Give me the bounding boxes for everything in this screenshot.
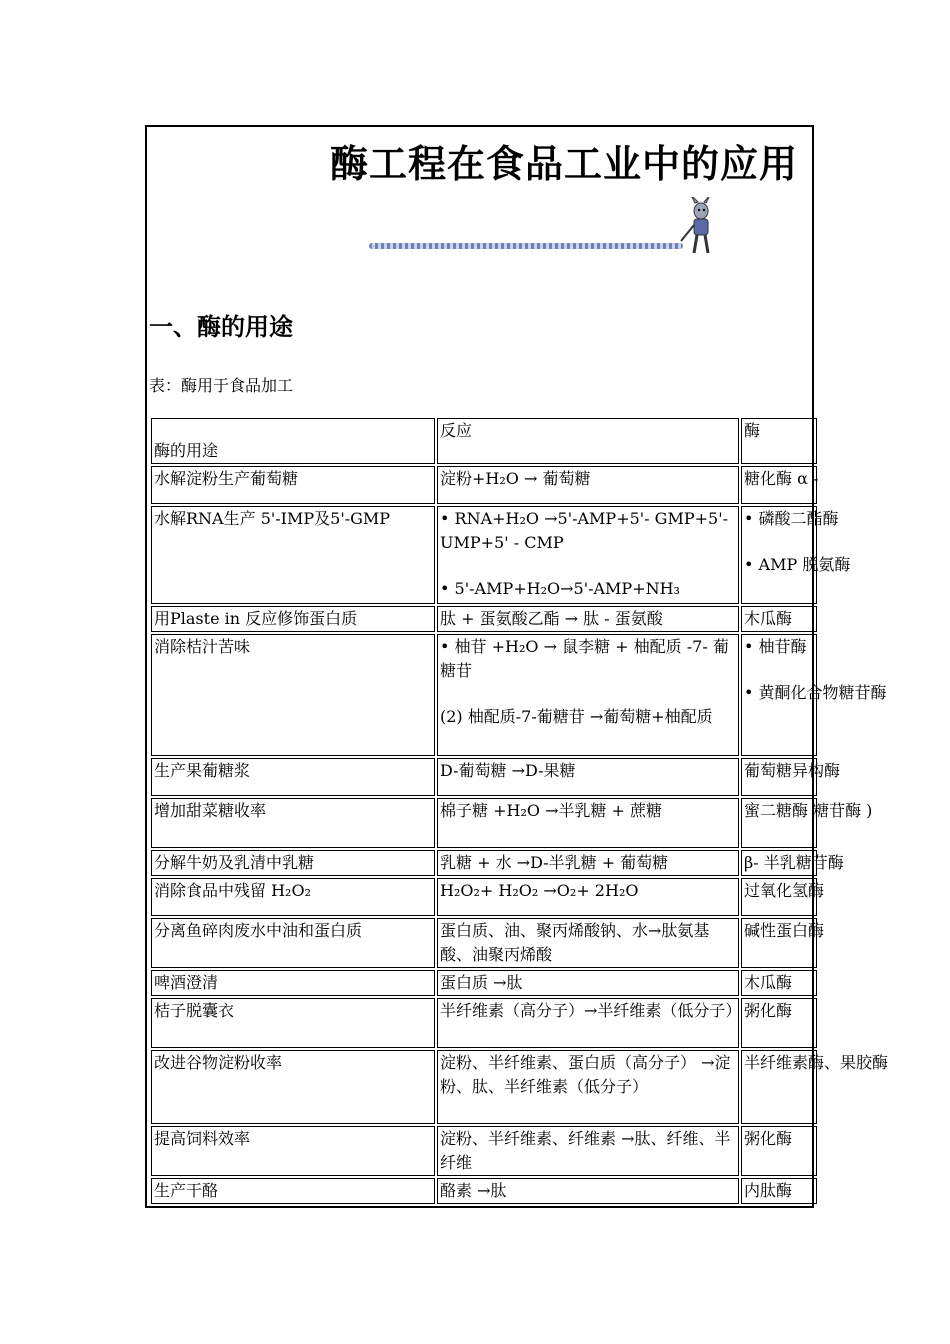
cell-enzyme-line: 木瓜酶 — [744, 609, 793, 628]
cell-reaction-line: 蛋白质 →肽 — [440, 973, 523, 992]
table-row — [151, 634, 817, 756]
cell-reaction-line: 肽 + 蛋氨酸乙酯 → 肽 - 蛋氨酸 — [440, 609, 663, 628]
cell-reaction — [437, 634, 739, 756]
cell-use: 水解RNA生产 5'-IMP及5'-GMP — [151, 506, 435, 604]
cell-use: 生产干酪 — [151, 1178, 435, 1204]
cell-reaction — [437, 798, 739, 848]
cell-enzyme — [741, 998, 817, 1048]
section-heading: 一、酶的用途 — [149, 313, 293, 341]
header-reaction: 反应 — [437, 418, 739, 464]
table-row — [151, 878, 817, 916]
table-row — [151, 1126, 817, 1176]
cell-enzyme-line: • 黄酮化合物糖苷酶 — [744, 683, 887, 702]
cell-use: 桔子脱囊衣 — [151, 998, 435, 1048]
cell-enzyme-line: 葡萄糖异构酶 — [744, 761, 841, 780]
table-row — [151, 758, 817, 796]
cell-reaction — [437, 506, 739, 604]
cell-enzyme — [741, 1178, 817, 1204]
table-row — [151, 998, 817, 1048]
cell-use: 啤酒澄清 — [151, 970, 435, 996]
cell-enzyme — [741, 878, 825, 916]
cell-enzyme — [741, 1050, 889, 1124]
cell-enzyme — [741, 970, 817, 996]
cell-enzyme-line: • 磷酸二酯酶 — [744, 509, 839, 528]
cell-use: 用Plaste in 反应修饰蛋白质 — [151, 606, 435, 632]
cell-reaction — [437, 1126, 739, 1176]
cell-reaction — [437, 758, 739, 796]
cell-reaction — [437, 606, 739, 632]
cell-reaction-line: • RNA+H₂O →5'-AMP+5'- GMP+5'-UMP+5' - CMP — [440, 509, 728, 552]
cell-use: 分解牛奶及乳清中乳糖 — [151, 850, 435, 876]
cell-enzyme-line: 内肽酶 — [744, 1181, 793, 1200]
cell-reaction-line: 蛋白质、油、聚丙烯酸钠、水→肽氨基酸、油聚丙烯酸 — [440, 921, 710, 964]
document-frame — [145, 125, 889, 1208]
cell-reaction — [437, 970, 739, 996]
cell-enzyme-line: 粥化酶 — [744, 1001, 793, 1020]
header-enzyme: 酶 — [741, 418, 817, 464]
cell-use: 生产果葡糖浆 — [151, 758, 435, 796]
cell-use: 提高饲料效率 — [151, 1126, 435, 1176]
cell-enzyme-line: 碱性蛋白酶 — [744, 921, 825, 940]
cell-reaction-line: 乳糖 + 水 →D-半乳糖 + 葡萄糖 — [440, 853, 669, 872]
cell-enzyme — [741, 1126, 817, 1176]
cell-use: 消除桔汁苦味 — [151, 634, 435, 756]
cell-use: 消除食品中残留 H₂O₂ — [151, 878, 435, 916]
cell-reaction-line: 棉子糖 +H₂O →半乳糖 + 蔗糖 — [440, 801, 663, 820]
cell-use: 分离鱼碎肉废水中油和蛋白质 — [151, 918, 435, 968]
cell-reaction-line: 半纤维素（高分子）→半纤维素（低分子） — [440, 1001, 742, 1020]
donkey-clipart-icon — [679, 197, 719, 257]
cell-reaction-line: (2) 柚配质-7-葡糖苷 →葡萄糖+柚配质 — [440, 707, 713, 726]
cell-reaction-line: 酪素 →肽 — [440, 1181, 507, 1200]
table-row — [151, 850, 817, 876]
page-title: 酶工程在食品工业中的应用 — [329, 142, 798, 186]
cell-reaction-line: H₂O₂+ H₂O₂ →O₂+ 2H₂O — [440, 881, 639, 900]
table-row — [151, 506, 817, 604]
cell-enzyme — [741, 758, 841, 796]
cell-enzyme — [741, 918, 825, 968]
cell-reaction-line: 淀粉、半纤维素、纤维素 →肽、纤维、半纤维 — [440, 1129, 731, 1172]
table-row — [151, 466, 817, 504]
cell-enzyme — [741, 506, 851, 604]
table-row — [151, 606, 817, 632]
cell-reaction — [437, 918, 739, 968]
cell-reaction-line: • 柚苷 +H₂O → 鼠李糖 + 柚配质 -7- 葡糖苷 — [440, 637, 729, 680]
cell-enzyme-line: • AMP 脱氨酶 — [744, 555, 851, 574]
cell-reaction — [437, 466, 739, 504]
table-row — [151, 1050, 817, 1124]
cell-use: 水解淀粉生产葡萄糖 — [151, 466, 435, 504]
cell-reaction — [437, 998, 742, 1048]
cell-reaction-line: 淀粉、半纤维素、蛋白质（高分子） →淀粉、肽、半纤维素（低分子） — [440, 1053, 731, 1096]
cell-use: 改进谷物淀粉收率 — [151, 1050, 435, 1124]
cell-reaction — [437, 878, 739, 916]
decorative-divider — [369, 243, 683, 249]
cell-enzyme-line: 半纤维素酶、果胶酶 — [744, 1053, 889, 1072]
table-row — [151, 918, 817, 968]
cell-enzyme — [741, 850, 844, 876]
cell-enzyme-line: β- 半乳糖苷酶 — [744, 853, 844, 872]
table-row — [151, 798, 817, 848]
cell-enzyme-line: 蜜二糖酶 糖苷酶 ) — [744, 801, 873, 820]
cell-enzyme-line: • 柚苷酶 — [744, 637, 807, 656]
table-row — [151, 970, 817, 996]
cell-reaction-line: 淀粉+H₂O → 葡萄糖 — [440, 469, 591, 488]
table-header-row — [151, 418, 817, 464]
cell-enzyme-line: 粥化酶 — [744, 1129, 793, 1148]
cell-reaction-line: D-葡萄糖 →D-果糖 — [440, 761, 576, 780]
cell-reaction-line: • 5'-AMP+H₂O→5'-AMP+NH₃ — [440, 579, 680, 598]
cell-reaction — [437, 1050, 739, 1124]
cell-enzyme-line: 木瓜酶 — [744, 973, 793, 992]
cell-use: 增加甜菜糖收率 — [151, 798, 435, 848]
table-row — [151, 1178, 817, 1204]
cell-enzyme — [741, 634, 887, 756]
cell-reaction — [437, 1178, 739, 1204]
enzyme-table — [149, 416, 889, 1206]
table-caption: 表：酶用于食品加工 — [149, 376, 294, 395]
cell-enzyme-line: 过氧化氢酶 — [744, 881, 825, 900]
cell-reaction — [437, 850, 739, 876]
cell-enzyme-line: 糖化酶 α - — [744, 469, 819, 488]
cell-enzyme — [741, 606, 817, 632]
cell-enzyme — [741, 798, 873, 848]
cell-enzyme — [741, 466, 817, 504]
header-use: 酶的用途 — [151, 418, 435, 464]
